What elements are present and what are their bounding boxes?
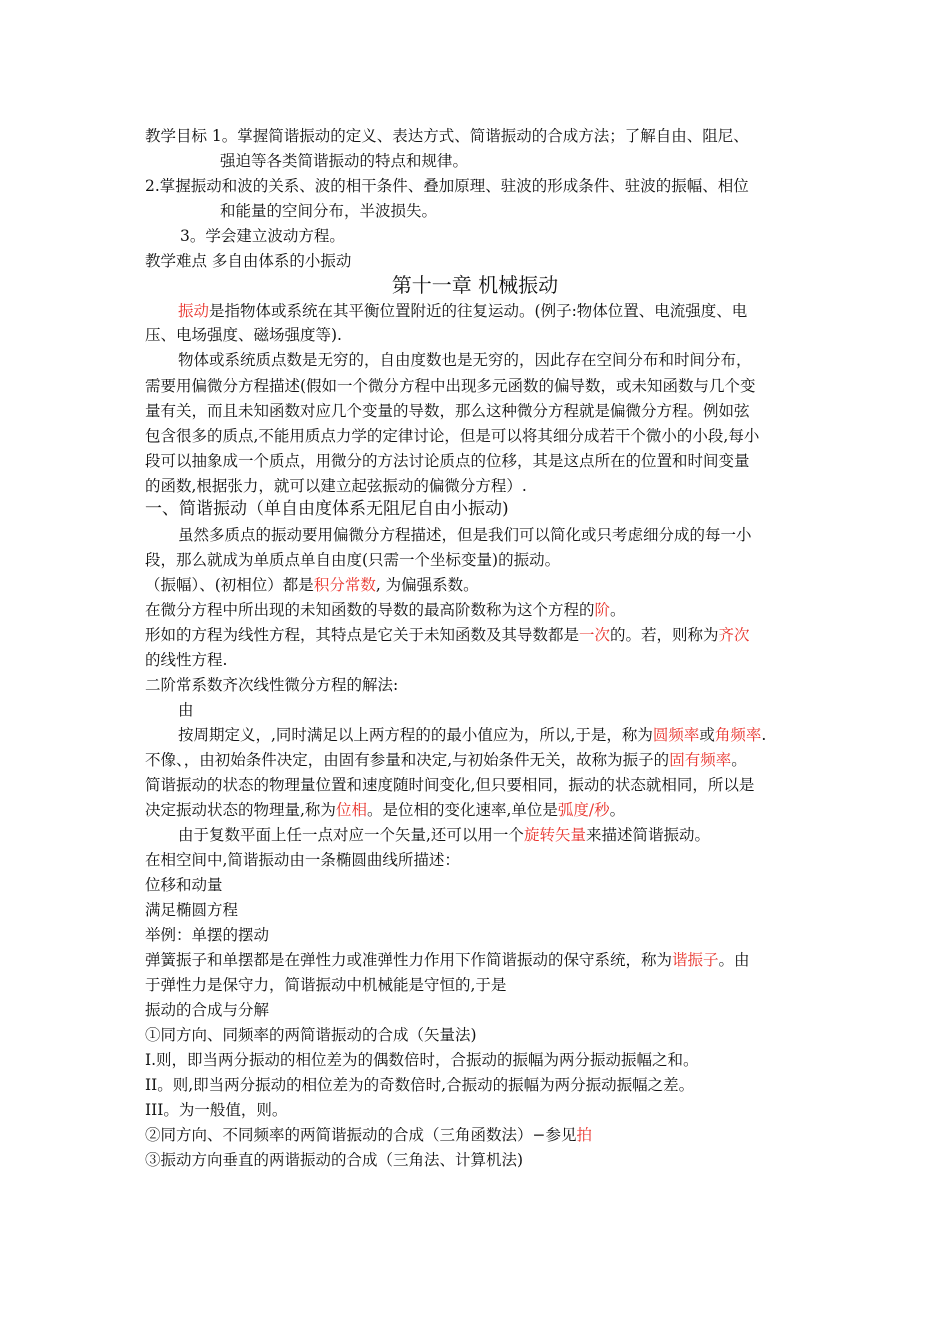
pde-line-4: 包含很多的质点,不能用质点力学的定律讨论，但是可以将其细分成若干个微小的小段,每小 [145,427,760,445]
shm-line-18-b: 。由 [718,951,750,969]
shm-line-13 [178,825,710,845]
pde-line-3: 量有关，而且未知函数对应几个变量的导数，那么这种微分方程就是偏微分方程。例如弦 [145,402,750,420]
term-homogeneous: 齐次 [718,626,750,644]
shm-line-20: 振动的合成与分解 [145,1001,270,1019]
shm-line-25 [145,1125,592,1145]
shm-line-10 [145,750,747,770]
shm-line-9-c: . [761,726,767,744]
shm-line-26: ③振动方向垂直的两谐振动的合成（三角法、计算机法) [145,1151,524,1169]
shm-line-12-a: 决定振动状态的物理量,称为 [145,801,336,819]
term-natural-frequency: 固有频率 [669,751,732,769]
shm-line-4-a: 在微分方程中所出现的未知函数的导数的最高阶数称为这个方程的 [145,601,595,619]
shm-line-15: 位移和动量 [145,876,223,894]
shm-line-5-b: 的。若，则称为 [610,626,719,644]
shm-line-22: I.则，即当两分振动的相位差为的偶数倍时，合振动的振幅为两分振动振幅之和。 [145,1051,699,1069]
teaching-difficulty: 教学难点 多自由体系的小振动 [145,252,352,270]
shm-line-9 [178,725,766,745]
shm-line-10-a: 不像、，由初始条件决定，由固有参量和决定,与初始条件无关，故称为振子的 [145,751,670,769]
pde-line-5: 段可以抽象成一个质点，用微分的方法讨论质点的位移，其是这点所在的位置和时间变量 [145,452,750,470]
objective-line-2: 强迫等各类简谐振动的特点和规律。 [220,152,469,170]
shm-line-5 [145,625,750,645]
intro-line-1 [178,301,747,321]
shm-line-2: 段，那么就成为单质点单自由度(只需一个坐标变量)的振动。 [145,551,561,569]
shm-line-3-a: （振幅）、(初相位）都是 [145,576,314,594]
shm-line-13-a: 由于复数平面上任一点对应一个矢量,还可以用一个 [178,826,524,844]
objective-line-5: 3。学会建立波动方程。 [180,227,345,245]
term-order: 阶 [594,601,611,619]
shm-line-14: 在相空间中,简谐振动由一条椭圆曲线所描述： [145,851,460,869]
shm-line-17: 举例：单摆的摆动 [145,926,270,944]
shm-line-19: 于弹性力是保守力，简谐振动中机械能是守恒的,于是 [145,976,507,994]
shm-line-7: 二阶常系数齐次线性微分方程的解法: [145,676,399,694]
term-first-degree: 一次 [579,626,611,644]
shm-line-10-b: 。 [731,751,747,769]
term-phase: 位相 [335,801,367,819]
pde-line-2: 需要用偏微分方程描述(假如一个微分方程中出现多元函数的偏导数，或未知函数与几个变 [145,377,756,395]
objective-line-4: 和能量的空间分布，半波损失。 [220,202,438,220]
shm-line-18 [145,950,750,970]
shm-line-12 [145,800,625,820]
shm-line-24: III。为一般值，则。 [145,1101,288,1119]
shm-line-12-c: 。 [609,801,626,819]
term-circular-frequency: 圆频率 [652,726,700,744]
term-vibration: 振动 [178,302,210,320]
intro-line-1-text: 是指物体或系统在其平衡位置附近的往复运动。(例子:物体位置、电流强度、电 [209,302,748,320]
shm-line-11: 简谐振动的状态的物理量位置和速度随时间变化,但只要相同，振动的状态就相同，所以是 [145,776,755,794]
objective-line-1: 教学目标 1。掌握简谐振动的定义、表达方式、简谐振动的合成方法；了解自由、阻尼、 [145,127,749,145]
term-harmonic-oscillator: 谐振子 [672,951,719,969]
shm-line-6: 的线性方程. [145,651,228,669]
shm-line-16: 满足椭圆方程 [145,901,239,919]
shm-line-12-b: 。是位相的变化速率,单位是 [366,801,558,819]
shm-line-3 [145,575,479,595]
shm-line-3-b: , 为偏强系数。 [375,576,479,594]
shm-line-1: 虽然多质点的振动要用偏微分方程描述，但是我们可以简化或只考虑细分成的每一小 [178,526,752,544]
shm-line-18-a: 弹簧振子和单摆都是在弹性力或准弹性力作用下作简谐振动的保守系统，称为 [145,951,673,969]
section-heading-shm: 一、简谐振动（单自由度体系无阻尼自由小振动) [145,499,509,519]
shm-line-25-a: ②同方向、不同频率的两简谐振动的合成（三角函数法）−参见 [145,1126,577,1144]
term-angular-frequency: 角频率 [714,726,762,744]
shm-line-23: II。则,即当两分振动的相位差为的奇数倍时,合振动的振幅为两分振动振幅之差。 [145,1076,695,1094]
shm-line-4-b: 。 [610,601,626,619]
shm-line-8: 由 [178,701,194,719]
shm-line-4 [145,600,626,620]
term-radian-per-second: 弧度/秒 [557,801,610,819]
shm-line-5-a: 形如的方程为线性方程，其特点是它关于未知函数及其导数都是 [145,626,580,644]
chapter-title: 第十一章 机械振动 [391,273,559,297]
shm-line-13-b: 来描述简谐振动。 [585,826,710,844]
term-beat: 拍 [576,1126,593,1144]
term-integration-constant: 积分常数 [313,576,376,594]
objective-line-3: 2.掌握振动和波的关系、波的相干条件、叠加原理、驻波的形成条件、驻波的振幅、相位 [145,177,749,195]
pde-line-6: 的函数,根据张力，就可以建立起弦振动的偏微分方程）. [145,477,527,495]
shm-line-9-b: 或 [699,726,715,744]
shm-line-21: ①同方向、同频率的两简谐振动的合成（矢量法) [145,1026,477,1044]
shm-line-9-a: 按周期定义，,同时满足以上两方程的的最小值应为，所以,于是，称为 [178,726,653,744]
pde-line-1: 物体或系统质点数是无穷的，自由度数也是无穷的，因此存在空间分布和时间分布， [178,351,752,369]
intro-line-2: 压、电场强度、磁场强度等). [145,326,342,344]
term-rotating-vector: 旋转矢量 [523,826,586,844]
